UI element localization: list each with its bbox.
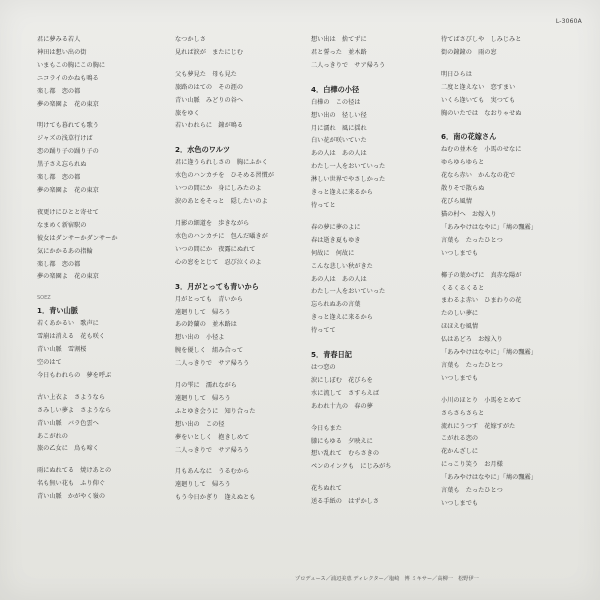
lyric-line: 二人っきりで サア帰ろう — [175, 360, 250, 368]
stanza-gap — [175, 133, 303, 142]
lyric-line: 青い山脈 雪割桜 — [37, 346, 87, 354]
lyric-line: 古い上衣よ さようなら — [37, 393, 106, 401]
stanza-gap — [175, 60, 303, 69]
lyric-line: ニコライのかねも鳴る — [37, 74, 99, 82]
lyric-line: 今日もまた — [311, 424, 342, 432]
lyric-line: あわれ十九の 春の夢 — [311, 402, 373, 410]
lyric-line: もう今日かぎり 逢えぬとも — [175, 494, 256, 502]
lyric-line: 雨にぬれてる 焼けあとの — [37, 467, 112, 475]
lyric-line: こがれる恋の — [441, 435, 479, 443]
lyric-line: まわるよ赤い ひまわりの花 — [441, 297, 522, 305]
lyric-line: 言葉も たったひとつ — [441, 487, 503, 495]
lyric-line: こんな悲しい秋がきた — [311, 262, 373, 270]
lyric-line: 忘られぬあの言葉 — [311, 301, 361, 309]
lyric-line: 若くあかるい 歌声に — [37, 320, 99, 328]
lyric-line: わたし一人をおいていった — [311, 288, 386, 296]
lyric-line: 夢の楽園よ 花の東京 — [37, 186, 99, 194]
lyric-line: 二度と逢えない 恋すまい — [441, 83, 516, 91]
lyric-line: たのしい夢に — [441, 310, 479, 318]
song-title: 3．月がとっても青いから — [175, 281, 259, 291]
stanza-gap — [311, 338, 439, 347]
lyric-line: 仏はあどろ お嫁入り — [441, 336, 503, 344]
lyric-line: 名も無い花も ふり仰ぐ — [37, 480, 106, 488]
stanza-gap — [37, 456, 165, 465]
lyric-line: 「あみやけはなやに」「鳩の飄霧」 — [441, 223, 537, 231]
lyric-line: 淋しい世界でやさしかった — [311, 176, 386, 184]
lyric-line: 胸のいたでは なおりゃせぬ — [441, 109, 522, 117]
lyric-line: 青い山脈 かがやく嶺の — [37, 493, 106, 501]
lyric-line: 言葉も たったひとつ — [441, 236, 503, 244]
lyric-line: 遠廻りして 帰ろう — [175, 481, 231, 489]
lyric-line: 想い出の この径 — [175, 420, 225, 428]
lyric-line: 椰子の葉かげに 真赤な陽が — [441, 271, 522, 279]
stanza-gap — [37, 198, 165, 207]
lyric-line: 楽し都 恋の都 — [37, 174, 81, 182]
lyric-line: ジャズの浅草行けば — [37, 135, 93, 143]
lyric-line: 心の窓をとじて 忍び泣くのよ — [175, 258, 262, 266]
lyric-line: 夢の楽園よ 花の東京 — [37, 100, 99, 108]
lyric-line: 街の鐘鐘の 雨の窓 — [441, 48, 497, 56]
stanza-gap — [311, 73, 439, 82]
lyric-line: 想い出は 捨てずに — [311, 36, 367, 43]
lyric-line: きっと逢えに来るから — [311, 189, 373, 197]
lyric-line: 父も夢見た 母も見た — [175, 70, 237, 78]
lyric-line: 花ちぬれて — [311, 485, 342, 493]
stanza-gap — [175, 270, 303, 279]
lyric-line: あの人は あの人は — [311, 150, 367, 158]
lyric-line: いつしまでも — [441, 500, 479, 507]
lyric-line: 二人っきりで サア帰ろう — [175, 446, 250, 454]
lyric-line: 待ってと — [311, 201, 336, 209]
lyric-line: いつの間にか 夜露にぬれて — [175, 245, 256, 253]
lyric-line: 想い出の 小径よ — [175, 334, 225, 342]
lyric-line: 若いわれらに 鐘が鳴る — [175, 122, 244, 130]
lyric-line: 夢をいとしく 抱きしめて — [175, 433, 250, 441]
lyric-line: 何故に 何故に — [311, 249, 355, 257]
lyric-line: 明日ひらは — [441, 70, 472, 78]
lyric-line: なつかしさ — [175, 36, 206, 43]
lyrics-column-3 — [311, 34, 439, 509]
lyric-line: 彼女はダンサーかダンサーか — [37, 234, 118, 242]
stanza-gap — [441, 60, 569, 69]
lyric-line: 月の雫に 濡れながら — [175, 382, 237, 390]
lyric-line: 空のはて — [37, 359, 62, 367]
lyric-line: あこがれの — [37, 432, 68, 440]
production-credits: プロデュース／浦辺美恵 ディレクター／塩崎 博 ミキサー／高柳一 松野伊一 — [295, 576, 479, 582]
lyric-line: いつしまでも — [441, 249, 479, 257]
lyric-line: いくら逢いても 実つても — [441, 96, 516, 104]
lyric-line: いつの間にか 身にしみたのよ — [175, 185, 262, 193]
lyric-line: 花なら赤い かんなの花で — [441, 172, 516, 180]
lyric-line: 青い山脈 みどりの谷へ — [175, 96, 244, 104]
lyric-line: 白樺の この径は — [311, 98, 361, 106]
lyric-line: 君に夢みる若人 — [37, 36, 81, 43]
lyric-line: 黒子さえ忘られぬ — [37, 161, 87, 169]
lyric-line: 水色のハンカチを ひそめる習慣が — [175, 172, 274, 180]
lyric-line: 涙にしぼむ 花びらを — [311, 376, 373, 384]
stanza-gap — [37, 383, 165, 392]
lyric-line: 気にかかるあの指輪 — [37, 247, 93, 255]
lyric-line: 二人っきりで サア帰ろう — [311, 61, 386, 69]
song-title: 1．青い山脈 — [37, 306, 78, 316]
lyric-line: あの鈴蘭の 並木路は — [175, 321, 237, 329]
lyric-line: 君と誓った 並木路 — [311, 48, 367, 56]
stanza-gap — [311, 213, 439, 222]
lyric-line: 楽し都 恋の都 — [37, 260, 81, 268]
stanza-gap — [311, 474, 439, 483]
lyric-line: 見れば涙が またにじむ — [175, 48, 244, 56]
lyric-line: 膝にもゆる 夕映えに — [311, 437, 373, 445]
lyric-line: ゆらゆらゆらと — [441, 159, 485, 167]
lyric-line: さらさらさらと — [441, 409, 485, 417]
lyric-line: 白い花が咲いていた — [311, 137, 367, 145]
lyric-line: ほほえむ風情 — [441, 323, 479, 331]
lyric-line: 恋の踊り子の踊り子の — [37, 148, 99, 156]
lyric-line: 青い山脈 バラ色雲へ — [37, 419, 99, 427]
lyric-line: ふとゆき会うに 知り合った — [175, 407, 256, 415]
lyrics-column-2 — [175, 34, 303, 505]
lyrics-column-4 — [441, 34, 569, 511]
lyrics-column-1 — [37, 34, 165, 504]
lyric-line: 月影の細道を 歩きながら — [175, 219, 250, 227]
lyric-line: 君に逢うられしさの 胸にふかく — [175, 159, 268, 167]
stanza-gap — [175, 209, 303, 218]
lyric-line: 月に濡れ 風に揺れ — [311, 124, 367, 132]
lyric-line: ねむの並木を 小馬のせなに — [441, 146, 522, 154]
lyric-line: 今日もわれらの 夢を呼ぶ — [37, 371, 112, 379]
stanza-gap — [175, 457, 303, 466]
lyric-line: なまめく新宿駅の — [37, 221, 87, 229]
lyric-line: 神田は想い出の街 — [37, 48, 87, 56]
lyric-line: 遠廻りして 帰ろう — [175, 308, 231, 316]
song-title: 4．白樺の小径 — [311, 84, 360, 94]
lyric-line: 待てばさびしや しみじみと — [441, 36, 522, 43]
catalog-number: L-3060A — [555, 18, 582, 25]
stanza-gap — [175, 371, 303, 380]
lyric-line: 猫の村へ お嫁入り — [441, 210, 497, 218]
lyric-line: 遠廻りして 帰ろう — [175, 394, 231, 402]
lyric-line: 旅路のはての その涯の — [175, 83, 244, 91]
lyric-line: 想い乱れて むらさきの — [311, 450, 380, 458]
lyric-line: 旅をゆく — [175, 109, 200, 117]
lyric-line: 腕を優しく 組み合って — [175, 347, 244, 355]
lyric-line: くるくるくると — [441, 284, 485, 292]
lyric-line: 待ってて — [311, 327, 336, 335]
lyric-line: あの人は あの人は — [311, 275, 367, 283]
lyric-line: 「あみやけはなやに」「鳩の飄霧」 — [441, 349, 537, 357]
lyric-line: 「あみやけはなやに」「鳩の飄霧」 — [441, 474, 537, 482]
stanza-gap — [441, 261, 569, 270]
lyric-line: 月がとっても 青いから — [175, 295, 243, 303]
lyric-line: 送る手紙の はずかしさ — [311, 498, 380, 506]
lyric-line: わたし一人をおいていった — [311, 163, 386, 171]
lyric-line: 夢の楽園よ 花の東京 — [37, 273, 99, 281]
lyric-line: きっと逢えに来るから — [311, 314, 373, 322]
lyric-line: 楽し都 恋の都 — [37, 87, 81, 95]
lyric-line: 想い出の 径しい径 — [311, 111, 367, 119]
stanza-gap — [311, 414, 439, 423]
lyric-line: 散りそで散らぬ — [441, 185, 485, 193]
lyric-line: 明けても暮れても歌う — [37, 122, 99, 130]
lyric-line: にっこり笑う お月様 — [441, 461, 503, 469]
lyric-line: 月もあんなに うるむから — [175, 468, 250, 476]
stanza-gap — [441, 386, 569, 395]
lyric-line: 花かんざしに — [441, 448, 479, 456]
lyric-line: 春は逝き夏もゆき — [311, 236, 361, 244]
stanza-gap — [37, 111, 165, 120]
lyric-line: いまもこの胸にこの胸に — [37, 61, 106, 69]
lyric-line: 水に流して さすらえば — [311, 389, 380, 397]
lyric-line: 春の夢に夢のよに — [311, 223, 361, 231]
song-title: 2．水色のワルツ — [175, 145, 231, 155]
lyric-line: 水色のハンカチに 包んだ囁きが — [175, 232, 268, 240]
lyric-line: 花びら風情 — [441, 198, 472, 206]
stanza-gap — [37, 284, 165, 293]
lyric-line: 雪崩は消える 花も咲く — [37, 333, 106, 341]
lyric-line: 涙のあとをそっと 隠したいのよ — [175, 198, 268, 206]
lyric-line: いつしまでも — [441, 374, 479, 382]
lyric-line: 夜更けにひとと寄せて — [37, 208, 99, 216]
stanza-gap — [441, 120, 569, 129]
lyric-line: 小川のほとり 小馬をとめて — [441, 396, 522, 404]
lyric-line: 流れにうつす 花嫁すがた — [441, 422, 516, 430]
lyric-line: ペンのインクも にじみがち — [311, 463, 392, 471]
song-title: 6．南の花嫁さん — [441, 132, 497, 142]
lyric-line: 言葉も たったひとつ — [441, 361, 503, 369]
lyric-line: 旅の乙女に 鳥も啼く — [37, 445, 99, 453]
lyric-line: はつ恋の — [311, 364, 336, 372]
side-marker: SOEZ — [37, 295, 51, 302]
song-title: 5．青春日記 — [311, 350, 352, 360]
lyric-line: さみしい夢よ さようなら — [37, 406, 112, 414]
